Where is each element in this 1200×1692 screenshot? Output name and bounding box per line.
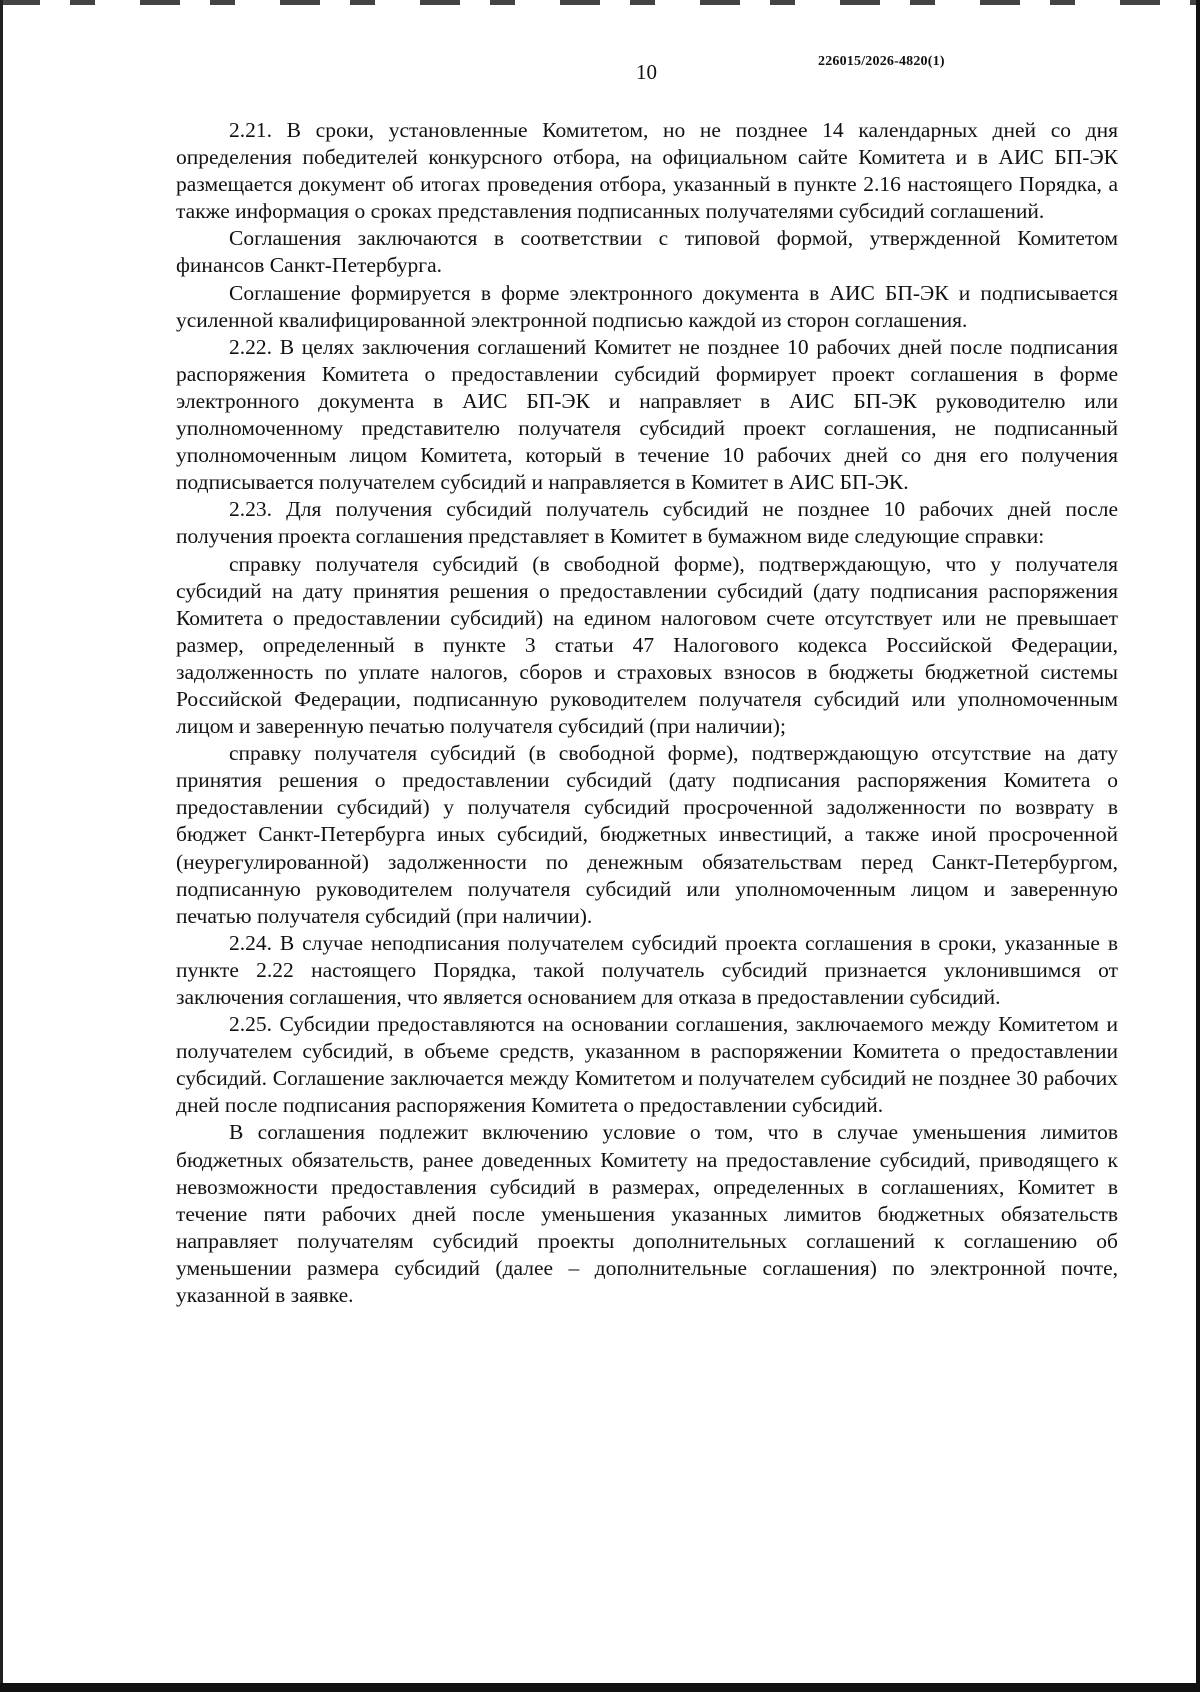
scan-edge-top bbox=[0, 0, 1200, 5]
document-body bbox=[176, 117, 1118, 1309]
paragraph-2-23: 2.23. Для получения субсидий получатель субсидий не позднее 10 рабочих дней после получения проекта соглашения представляет в Комитет в бумажном виде следующие справки: bbox=[176, 497, 1118, 549]
paragraph-2-21: 2.21. В сроки, установленные Комитетом, но не позднее 14 календарных дней со дня определения победителей конкурсного отбора, на официальном сайте Комитета и в АИС БП-ЭК размещается документ об итогах проведения отбора, указанный в пункте 2.16 настоящего Порядка, а также информация о сроках представления подписанных получателями субсидий соглашений. bbox=[176, 118, 1118, 224]
paragraph-2-25: 2.25. Субсидии предоставляются на основании соглашения, заключаемого между Комитетом и получателем субсидий, в объеме средств, указанном в распоряжении Комитета о предоставлении субсидий. Соглашение заключается между Комитетом и получателем субсидий не позднее 30 рабочих дней после подписания распоряжения Комитета о предоставлении субсидий. bbox=[176, 1012, 1118, 1118]
paragraph-limits-reduction: В соглашения подлежит включению условие о том, что в случае уменьшения лимитов бюджетных обязательств, ранее доведенных Комитету на предоставление субсидий, приводящего к невозможности предоставления субсидий в размерах, определенных в соглашениях, Комитет в течение пяти рабочих дней после уменьшения указанных лимитов бюджетных обязательств направляет получателям субсидий проекты дополнительных соглашений к соглашению об уменьшении размера субсидий (далее – дополнительные соглашения) по электронной почте, указанной в заявке. bbox=[176, 1120, 1118, 1308]
paragraph-2-22: 2.22. В целях заключения соглашений Комитет не позднее 10 рабочих дней после подписания распоряжения Комитета о предоставлении субсидий формирует проект соглашения в форме электронного документа в АИС БП-ЭК и направляет в АИС БП-ЭК руководителю или уполномоченному представителю получателя субсидий проект соглашения, не подписанный уполномоченным лицом Комитета, который в течение 10 рабочих дней со дня его получения подписывается получателем субсидий и направляется в Комитет в АИС БП-ЭК. bbox=[176, 334, 1118, 495]
scan-edge-right bbox=[1196, 0, 1200, 1692]
scan-edge-left bbox=[0, 0, 3, 1692]
paragraph-tax-certificate: справку получателя субсидий (в свободной форме), подтверждающую, что у получателя субсидий на дату принятия решения о предоставлении субсидий (дату подписания распоряжения Комитета о предоставлении субсидий) на едином налоговом счете отсутствует или не превышает размер, определенный в пункте 3 статьи 47 Налогового кодекса Российской Федерации, задолженность по уплате налогов, сборов и страховых взносов в бюджеты бюджетной системы Российской Федерации, подписанную руководителем получателя субсидий или уполномоченным лицом и заверенную печатью получателя субсидий (при наличии); bbox=[176, 551, 1118, 739]
page-number: 10 bbox=[636, 60, 657, 84]
paragraph-debt-certificate: справку получателя субсидий (в свободной форме), подтверждающую отсутствие на дату принятия решения о предоставлении субсидий (дату подписания распоряжения Комитета о предоставлении субсидий) у получателя субсидий просроченной задолженности по возврату в бюджет Санкт-Петербурга иных субсидий, бюджетных инвестиций, а также иной просроченной (неурегулированной) задолженности по денежным обязательствам перед Санкт-Петербургом, подписанную руководителем получателя субсидий или уполномоченным лицом и заверенную печатью получателя субсидий (при наличии). bbox=[176, 741, 1118, 928]
document-id: 226015/2026-4820(1) bbox=[818, 54, 945, 69]
paragraph-agreement-electronic: Соглашение формируется в форме электронного документа в АИС БП-ЭК и подписывается усиленной квалифицированной электронной подписью каждой из сторон соглашения. bbox=[176, 280, 1118, 332]
paragraph-agreements-form: Соглашения заключаются в соответствии с типовой формой, утвержденной Комитетом финансов Санкт-Петербурга. bbox=[176, 226, 1118, 278]
paragraph-2-24: 2.24. В случае неподписания получателем субсидий проекта соглашения в сроки, указанные в пункте 2.22 настоящего Порядка, такой получатель субсидий признается уклонившимся от заключения соглашения, что является основанием для отказа в предоставлении субсидий. bbox=[176, 930, 1118, 1009]
scan-edge-bottom bbox=[0, 1683, 1200, 1692]
